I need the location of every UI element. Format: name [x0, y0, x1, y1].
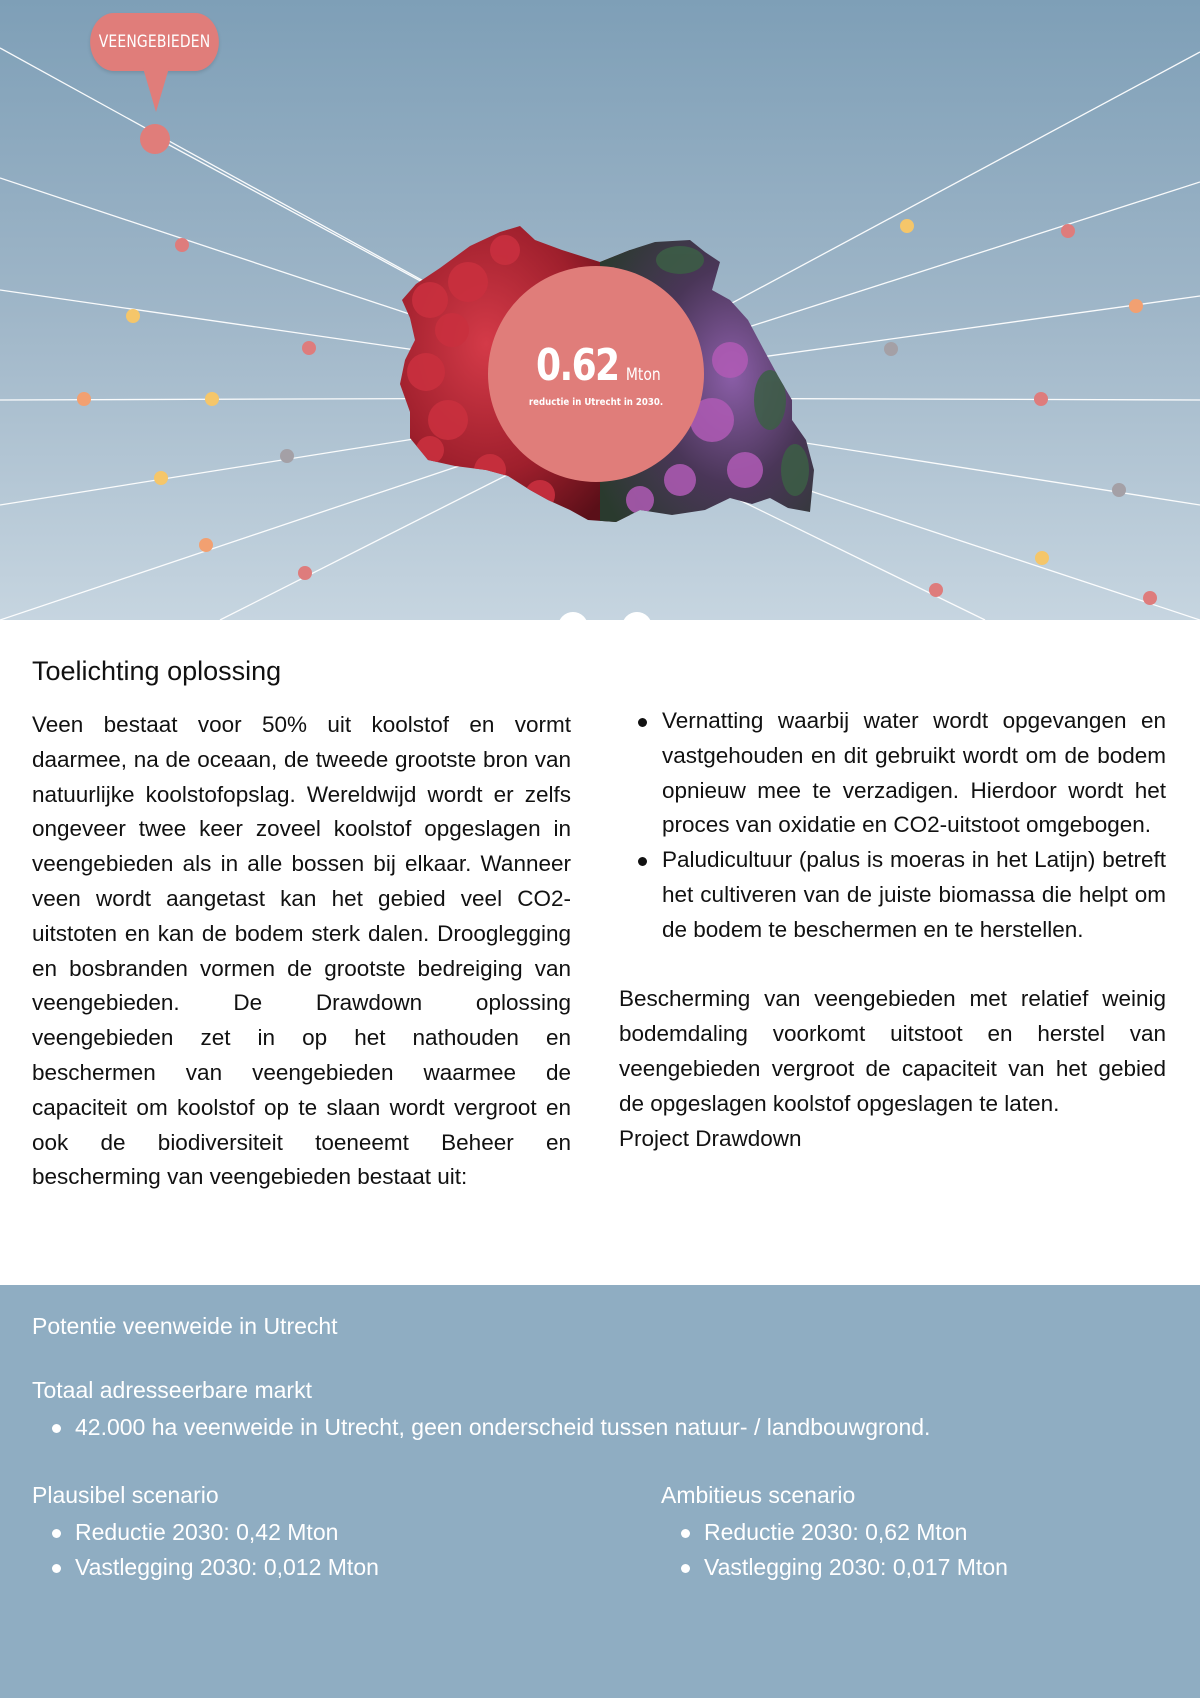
- list-item: 42.000 ha veenweide in Utrecht, geen onderscheid tussen natuur- / landbouwgrond.: [32, 1410, 1172, 1445]
- ambitious-title: Ambitieus scenario: [661, 1482, 856, 1508]
- intro-paragraph: Veen bestaat voor 50% uit koolstof en vormt daarmee, na de oceaan, de tweede grootste bron van natuurlijke koolstofopslag. Wereldwijd wordt er zelfs ongeveer twee keer zoveel koolstof opgeslagen in veengebieden als in alle bossen bij elkaar. Wanneer veen wordt aangetast kan het gebied veel CO2-uitstoten en kan de bodem sterk dalen. Drooglegging en bosbranden vormen de grootste bedreiging van veengebieden. De Drawdown oplossing veengebieden zet in op het nathouden en beschermen van veengebieden waarmee de capaciteit om koolstof op te slaan wordt vergroot en ook de biodiversiteit toeneemt Beheer en bescherming van veengebieden bestaat uit:: [32, 712, 571, 1190]
- reduction-circle: [488, 266, 704, 482]
- reduction-value: 0.62: [536, 340, 619, 391]
- list-item: Vastlegging 2030: 0,017 Mton: [661, 1550, 1181, 1585]
- hero-banner: [0, 0, 1200, 620]
- ambitious-list: [661, 1515, 1181, 1584]
- measures-list: [619, 704, 1166, 948]
- market-title: Totaal adresseerbare markt: [32, 1377, 312, 1403]
- plausible-title: Plausibel scenario: [32, 1482, 219, 1508]
- reduction-unit: Mton: [625, 365, 661, 385]
- source-credit: Project Drawdown: [619, 1125, 802, 1151]
- list-item: Vastlegging 2030: 0,012 Mton: [32, 1550, 592, 1585]
- explanation-section: [0, 620, 1200, 1285]
- reduction-value-row: [527, 340, 664, 391]
- conclusion-paragraph: Bescherming van veengebieden met relatief weinig bodemdaling voorkomt uitstoot en herstel van veengebieden vergroot de capaciteit van het gebied de opgeslagen koolstof opgeslagen te laten.: [619, 986, 1166, 1116]
- potential-section: [0, 1285, 1200, 1698]
- market-list: [32, 1410, 1172, 1445]
- category-tag-pointer: [143, 68, 169, 112]
- list-item: Vernatting waarbij water wordt opgevangen en vastgehouden en dit gebruikt wordt om de bodem opnieuw mee te verzadigen. Hierdoor wordt het proces van oxidatie en CO2-uitstoot omgebogen.: [619, 704, 1166, 843]
- list-item: Reductie 2030: 0,62 Mton: [661, 1515, 1181, 1550]
- category-tag[interactable]: VEENGEBIEDEN: [90, 13, 219, 71]
- section-title: Toelichting oplossing: [32, 656, 282, 686]
- measures-column: [619, 704, 1166, 1156]
- list-item: Reductie 2030: 0,42 Mton: [32, 1515, 592, 1550]
- potential-title: Potentie veenweide in Utrecht: [32, 1313, 338, 1339]
- list-item: Paludicultuur (palus is moeras in het Latijn) betreft het cultiveren van de juiste biomassa die helpt om de bodem te beschermen en te herstellen.: [619, 843, 1166, 947]
- plausible-list: [32, 1515, 592, 1584]
- reduction-subtitle: reductie in Utrecht in 2030.: [528, 397, 664, 408]
